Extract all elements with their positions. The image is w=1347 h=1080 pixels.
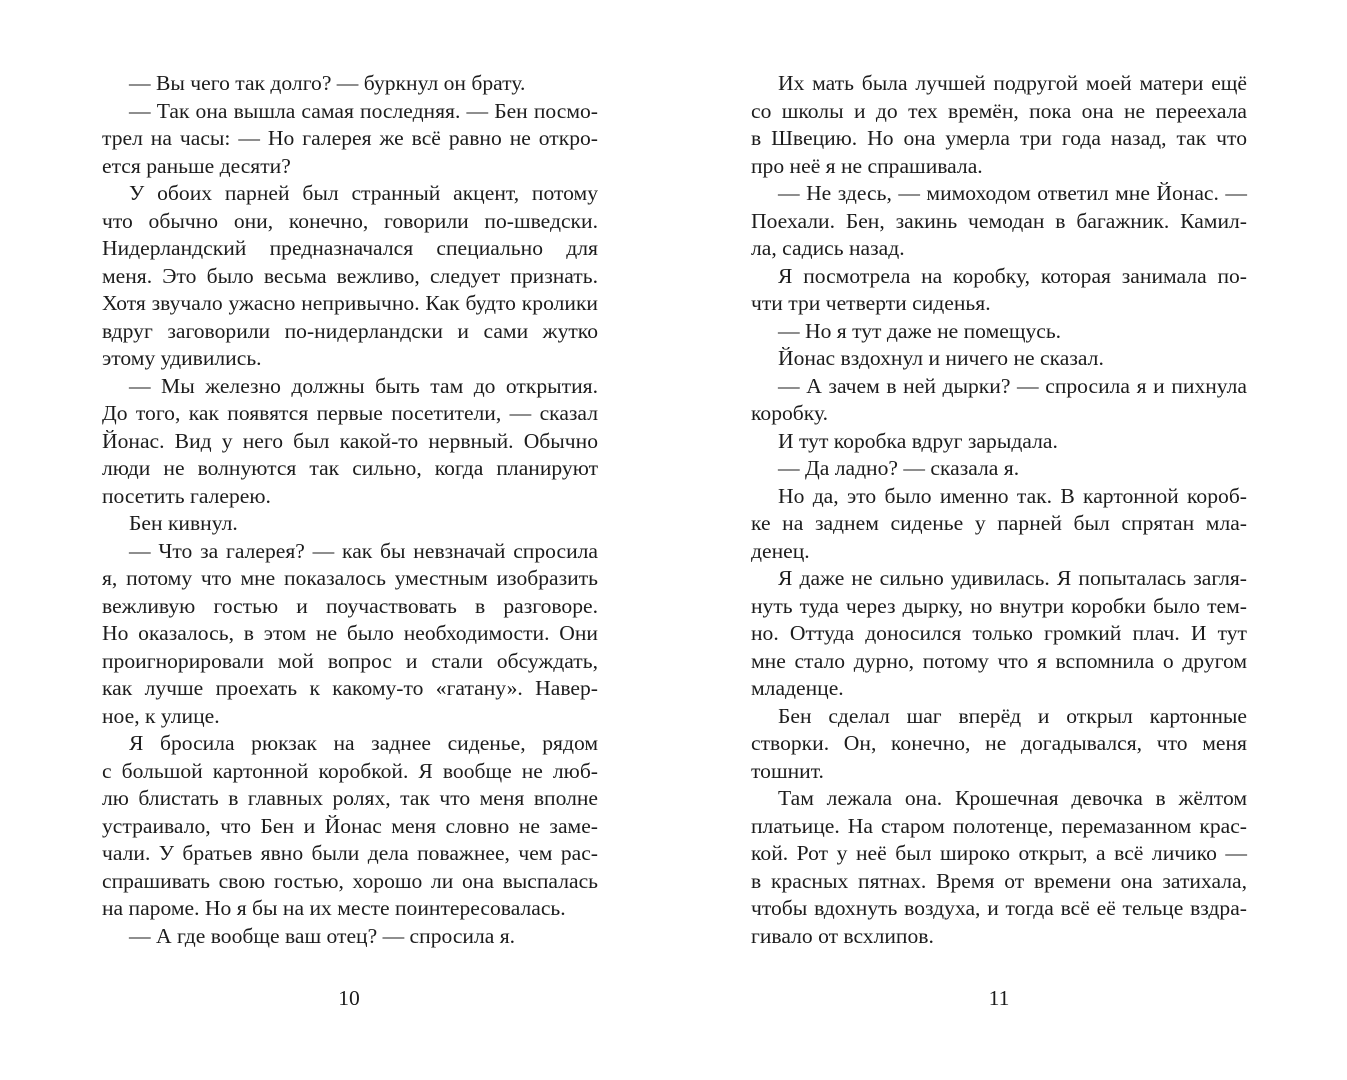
text-line: Я посмотрела на коробку, которая занимала по-: [778, 263, 1247, 288]
text-line: И тут коробка вдруг зарыдала.: [778, 428, 1058, 453]
text-line: Хотя звучало ужасно непривычно. Как будто кролики: [102, 291, 598, 315]
text-line: как лучше проехать к какому-то «гатану». Навер-: [102, 676, 598, 700]
text-line: коробку.: [751, 401, 828, 425]
text-line: на пароме. Но я бы на их месте поинтересовалась.: [102, 896, 566, 920]
text-line: но. Оттуда доносился только громкий плач. И тут: [751, 621, 1247, 645]
text-line: устраивало, что Бен и Йонас меня словно не заме-: [102, 813, 598, 838]
text-line: с большой картонной коробкой. Я вообще не люб-: [102, 758, 598, 783]
text-line: меня. Это было весьма вежливо, следует признать.: [102, 263, 598, 288]
text-line: кой. Рот у неё был широко открыт, а всё личико —: [751, 841, 1247, 865]
text-line: платьице. На старом полотенце, перемазанном крас-: [751, 813, 1247, 838]
text-line: створки. Он, конечно, не догадывался, что меня: [751, 731, 1247, 755]
text-line: Я бросила рюкзак на заднее сиденье, рядом: [129, 731, 598, 755]
text-line: со школы и до тех времён, пока она не переехала: [751, 98, 1247, 123]
text-line: посетить галерею.: [102, 483, 271, 508]
right-page-text: [751, 70, 1247, 950]
text-line: чали. У братьев явно были дела поважнее, чем рас-: [102, 841, 598, 865]
text-line: Там лежала она. Крошечная девочка в жёлтом: [778, 786, 1247, 810]
text-line: тошнит.: [751, 758, 824, 783]
text-line: Их мать была лучшей подругой моей матери ещё: [778, 71, 1247, 95]
text-line: ке на заднем сиденье у парней был спрятан мла-: [751, 511, 1247, 535]
text-line: Но да, это было именно так. В картонной короб-: [778, 483, 1247, 508]
text-line: Бен сделал шаг вперёд и открыл картонные: [778, 703, 1247, 728]
page-number-right: 11: [988, 986, 1010, 1010]
text-line: нуть туда через дырку, но внутри коробки было тем-: [751, 593, 1247, 618]
text-line: У обоих парней был странный акцент, потому: [129, 181, 598, 205]
text-line: гивало от всхлипов.: [751, 923, 934, 948]
text-line: До того, как появятся первые посетители, — сказал: [102, 401, 598, 425]
text-line: Я даже не сильно удивилась. Я попыталась загля-: [778, 566, 1247, 590]
text-line: — Мы железно должны быть там до открытия.: [129, 373, 598, 398]
text-line: Нидерландский предназначался специально для: [102, 236, 598, 260]
text-line: — Да ладно? — сказала я.: [778, 456, 1020, 480]
text-line: младенце.: [751, 676, 844, 700]
text-line: вежливую гостью и поучаствовать в разговоре.: [102, 593, 598, 618]
text-line: ное, к улице.: [102, 703, 220, 728]
text-line: — А зачем в ней дырки? — спросила я и пихнула: [778, 373, 1247, 398]
text-line: чтобы вдохнуть воздуха, и тогда всё её тельце вздра-: [751, 896, 1247, 920]
text-line: что обычно они, конечно, говорили по-шведски.: [102, 208, 598, 233]
text-line: — Так она вышла самая последняя. — Бен посмо-: [129, 98, 598, 123]
text-line: Йонас. Вид у него был какой-то нервный. Обычно: [102, 428, 598, 453]
text-line: Но оказалось, в этом не было необходимости. Они: [102, 621, 598, 645]
text-line: в Швецию. Но она умерла три года назад, так что: [751, 126, 1247, 150]
text-line: этому удивились.: [102, 346, 262, 370]
text-line: денец.: [751, 538, 810, 563]
text-line: — Что за галерея? — как бы невзначай спросила: [129, 538, 598, 563]
text-line: трел на часы: — Но галерея же всё равно не откро-: [102, 126, 598, 150]
text-line: ла, садись назад.: [751, 236, 905, 260]
page-number-left: 10: [338, 986, 360, 1010]
text-line: спрашивать свою гостью, хорошо ли она выспалась: [102, 868, 598, 893]
text-line: — Но я тут даже не помещусь.: [778, 318, 1062, 343]
text-line: Йонас вздохнул и ничего не сказал.: [778, 346, 1104, 370]
text-line: Поехали. Бен, закинь чемодан в багажник. Камил-: [751, 208, 1247, 233]
text-line: лю блистать в главных ролях, так что меня вполне: [102, 786, 598, 810]
text-line: в красных пятнах. Время от времени она затихала,: [751, 868, 1247, 893]
text-line: Бен кивнул.: [129, 511, 238, 535]
text-line: — Не здесь, — мимоходом ответил мне Йонас. —: [778, 181, 1247, 205]
text-line: про неё я не спрашивала.: [751, 153, 983, 178]
text-line: проигнорировали мой вопрос и стали обсуждать,: [102, 648, 598, 673]
text-line: чти три четверти сиденья.: [751, 291, 991, 315]
text-line: мне стало дурно, потому что я вспомнила о другом: [751, 648, 1247, 673]
text-line: ется раньше десяти?: [102, 153, 291, 178]
text-line: вдруг заговорили по-нидерландски и сами жутко: [102, 318, 598, 343]
text-line: люди не волнуются так сильно, когда планируют: [102, 456, 598, 480]
text-line: я, потому что мне показалось уместным изобразить: [102, 566, 598, 590]
text-line: — А где вообще ваш отец? — спросила я.: [129, 923, 516, 948]
text-line: — Вы чего так долго? — буркнул он брату.: [129, 71, 526, 95]
left-page-text: [102, 70, 598, 950]
